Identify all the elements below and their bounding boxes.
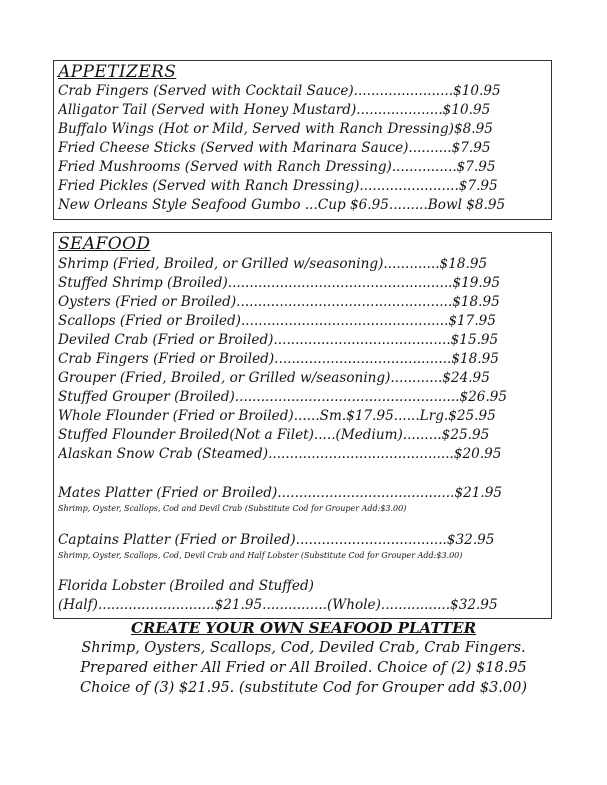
appetizers-heading: APPETIZERS bbox=[58, 62, 177, 82]
appetizer-item: Crab Fingers (Served with Cocktail Sauce).......................$10.95 bbox=[58, 83, 501, 99]
seafood-item: Deviled Crab (Fried or Broiled).........................................$15.95 bbox=[58, 332, 499, 348]
florida-lobster: Florida Lobster (Broiled and Stuffed) bbox=[58, 578, 314, 594]
seafood-item: Alaskan Snow Crab (Steamed)...........................................$20.95 bbox=[58, 446, 502, 462]
appetizer-item: New Orleans Style Seafood Gumbo ...Cup $6.95.........Bowl $8.95 bbox=[58, 197, 506, 213]
seafood-item: Grouper (Fried, Broiled, or Grilled w/seasoning)............$24.95 bbox=[58, 370, 490, 386]
create-platter-title: CREATE YOUR OWN SEAFOOD PLATTER bbox=[130, 619, 477, 637]
seafood-item: Shrimp (Fried, Broiled, or Grilled w/seasoning).............$18.95 bbox=[58, 256, 488, 272]
appetizer-item: Buffalo Wings (Hot or Mild, Served with Ranch Dressing)$8.95 bbox=[58, 121, 493, 137]
mates-platter-note: Shrimp, Oyster, Scallops, Cod and Devil Crab (Substitute Cod for Grouper Add:$3.00) bbox=[58, 504, 407, 513]
appetizer-item: Alligator Tail (Served with Honey Mustard)....................$10.95 bbox=[58, 102, 491, 118]
mates-platter: Mates Platter (Fried or Broiled).........................................$21.95 bbox=[58, 485, 503, 501]
seafood-item: Crab Fingers (Fried or Broiled).........................................$18.95 bbox=[58, 351, 499, 367]
seafood-item: Stuffed Grouper (Broiled)....................................................$26.95 bbox=[58, 389, 508, 405]
seafood-item: Scallops (Fried or Broiled)................................................$17.95 bbox=[58, 313, 496, 329]
captains-platter-note: Shrimp, Oyster, Scallops, Cod, Devil Crab and Half Lobster (Substitute Cod for Grouper Add:$3.00) bbox=[58, 551, 463, 560]
create-platter-line: Prepared either All Fried or All Broiled. Choice of (2) $18.95 bbox=[80, 660, 527, 676]
create-platter-line: Shrimp, Oysters, Scallops, Cod, Deviled Crab, Crab Fingers. bbox=[81, 640, 526, 656]
florida-lobster-prices: (Half)...........................$21.95...............(Whole)................$32.95 bbox=[58, 597, 498, 613]
captains-platter: Captains Platter (Fried or Broiled)...................................$32.95 bbox=[58, 532, 495, 548]
appetizer-item: Fried Cheese Sticks (Served with Marinara Sauce)..........$7.95 bbox=[58, 140, 491, 156]
create-platter-line: Choice of (3) $21.95. (substitute Cod for Grouper add $3.00) bbox=[79, 680, 528, 696]
appetizer-item: Fried Pickles (Served with Ranch Dressing).......................$7.95 bbox=[58, 178, 498, 194]
seafood-item: Stuffed Flounder Broiled(Not a Filet).....(Medium).........$25.95 bbox=[58, 427, 490, 443]
seafood-heading: SEAFOOD bbox=[58, 234, 151, 254]
seafood-item: Stuffed Shrimp (Broiled)....................................................$19.95 bbox=[58, 275, 501, 291]
seafood-item: Whole Flounder (Fried or Broiled)......Sm.$17.95......Lrg.$25.95 bbox=[58, 408, 496, 424]
seafood-item: Oysters (Fried or Broiled)..................................................$18.95 bbox=[58, 294, 500, 310]
appetizer-item: Fried Mushrooms (Served with Ranch Dressing)...............$7.95 bbox=[58, 159, 496, 175]
